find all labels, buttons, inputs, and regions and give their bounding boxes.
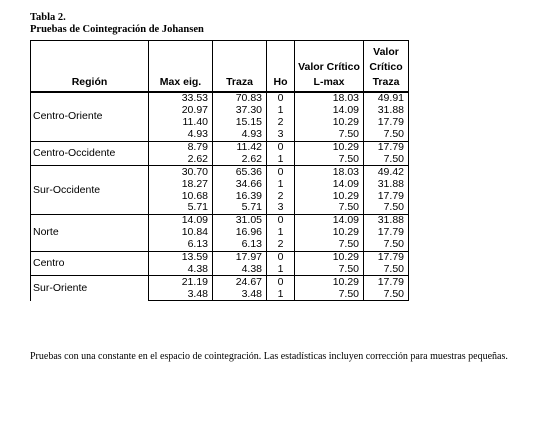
ho-cell: 0 [267, 214, 295, 226]
ho-cell: 0 [267, 166, 295, 178]
valor-critico-traza-cell: 17.79 [364, 227, 409, 239]
max-eig-cell: 33.53 [149, 92, 213, 105]
valor-critico-lmax-cell: 7.50 [295, 153, 364, 165]
valor-critico-lmax-cell: 18.03 [295, 166, 364, 178]
table-row [31, 166, 409, 178]
valor-critico-traza-cell: 7.50 [364, 239, 409, 251]
ho-cell: 1 [267, 153, 295, 165]
valor-critico-traza-cell: 7.50 [364, 202, 409, 214]
table-row [31, 141, 409, 153]
valor-critico-traza-cell: 17.79 [364, 190, 409, 202]
valor-critico-lmax-cell: 7.50 [295, 129, 364, 141]
ho-cell: 1 [267, 288, 295, 300]
ho-cell: 2 [267, 190, 295, 202]
traza-cell: 16.39 [213, 190, 267, 202]
traza-cell: 4.93 [213, 129, 267, 141]
ho-cell: 0 [267, 92, 295, 105]
ho-cell: 2 [267, 239, 295, 251]
max-eig-cell: 30.70 [149, 166, 213, 178]
ho-cell: 1 [267, 105, 295, 117]
header-valor-critico-lmax: Valor Crítico L-max [295, 41, 364, 93]
ho-cell: 1 [267, 263, 295, 275]
valor-critico-lmax-cell: 14.09 [295, 178, 364, 190]
valor-critico-traza-cell: 31.88 [364, 214, 409, 226]
ho-cell: 1 [267, 178, 295, 190]
valor-critico-lmax-cell: 10.29 [295, 227, 364, 239]
table-footnote: Pruebas con una constante en el espacio de cointegración. Las estadísticas incluyen corrección para muestras pequeñas. [30, 351, 508, 362]
valor-critico-lmax-cell: 14.09 [295, 105, 364, 117]
max-eig-cell: 18.27 [149, 178, 213, 190]
max-eig-cell: 11.40 [149, 117, 213, 129]
traza-cell: 2.62 [213, 153, 267, 165]
table-row [31, 92, 409, 105]
header-max-eig: Max eig. [149, 41, 213, 93]
traza-cell: 5.71 [213, 202, 267, 214]
valor-critico-lmax-cell: 10.29 [295, 276, 364, 288]
valor-critico-lmax-cell: 10.29 [295, 117, 364, 129]
max-eig-cell: 4.93 [149, 129, 213, 141]
header-valor-critico-traza: Valor Crítico Traza [364, 41, 409, 93]
region-cell: Norte [31, 214, 149, 251]
table-row [31, 251, 409, 263]
ho-cell: 2 [267, 117, 295, 129]
traza-cell: 15.15 [213, 117, 267, 129]
max-eig-cell: 14.09 [149, 214, 213, 226]
max-eig-cell: 13.59 [149, 251, 213, 263]
ho-cell: 0 [267, 141, 295, 153]
valor-critico-traza-cell: 17.79 [364, 251, 409, 263]
table-caption-subtitle: Pruebas de Cointegración de Johansen [30, 24, 204, 35]
traza-cell: 24.67 [213, 276, 267, 288]
traza-cell: 3.48 [213, 288, 267, 300]
traza-cell: 11.42 [213, 141, 267, 153]
valor-critico-traza-cell: 17.79 [364, 276, 409, 288]
region-cell: Sur-Occidente [31, 166, 149, 215]
traza-cell: 37.30 [213, 105, 267, 117]
region-cell: Sur-Oriente [31, 276, 149, 301]
traza-cell: 31.05 [213, 214, 267, 226]
valor-critico-lmax-cell: 7.50 [295, 239, 364, 251]
max-eig-cell: 3.48 [149, 288, 213, 300]
max-eig-cell: 20.97 [149, 105, 213, 117]
max-eig-cell: 10.68 [149, 190, 213, 202]
valor-critico-traza-cell: 7.50 [364, 153, 409, 165]
table-row [31, 214, 409, 226]
header-row [31, 41, 409, 93]
valor-critico-lmax-cell: 14.09 [295, 214, 364, 226]
valor-critico-traza-cell: 31.88 [364, 105, 409, 117]
traza-cell: 6.13 [213, 239, 267, 251]
valor-critico-traza-cell: 31.88 [364, 178, 409, 190]
ho-cell: 0 [267, 276, 295, 288]
header-traza: Traza [213, 41, 267, 93]
table-row [31, 276, 409, 288]
traza-cell: 65.36 [213, 166, 267, 178]
valor-critico-lmax-cell: 7.50 [295, 288, 364, 300]
valor-critico-lmax-cell: 10.29 [295, 251, 364, 263]
max-eig-cell: 21.19 [149, 276, 213, 288]
valor-critico-traza-cell: 17.79 [364, 117, 409, 129]
ho-cell: 3 [267, 202, 295, 214]
traza-cell: 17.97 [213, 251, 267, 263]
johansen-table [30, 40, 409, 301]
ho-cell: 3 [267, 129, 295, 141]
max-eig-cell: 8.79 [149, 141, 213, 153]
region-cell: Centro [31, 251, 149, 276]
max-eig-cell: 4.38 [149, 263, 213, 275]
traza-cell: 4.38 [213, 263, 267, 275]
region-cell: Centro-Occidente [31, 141, 149, 166]
valor-critico-lmax-cell: 18.03 [295, 92, 364, 105]
valor-critico-traza-cell: 49.91 [364, 92, 409, 105]
traza-cell: 34.66 [213, 178, 267, 190]
region-cell: Centro-Oriente [31, 92, 149, 141]
valor-critico-lmax-cell: 7.50 [295, 263, 364, 275]
valor-critico-traza-cell: 17.79 [364, 141, 409, 153]
valor-critico-lmax-cell: 10.29 [295, 190, 364, 202]
table-caption-title: Tabla 2. [30, 12, 66, 23]
max-eig-cell: 6.13 [149, 239, 213, 251]
valor-critico-traza-cell: 7.50 [364, 263, 409, 275]
max-eig-cell: 10.84 [149, 227, 213, 239]
ho-cell: 1 [267, 227, 295, 239]
valor-critico-lmax-cell: 7.50 [295, 202, 364, 214]
max-eig-cell: 5.71 [149, 202, 213, 214]
header-ho: Ho [267, 41, 295, 93]
traza-cell: 70.83 [213, 92, 267, 105]
max-eig-cell: 2.62 [149, 153, 213, 165]
valor-critico-traza-cell: 7.50 [364, 129, 409, 141]
valor-critico-traza-cell: 49.42 [364, 166, 409, 178]
ho-cell: 0 [267, 251, 295, 263]
valor-critico-lmax-cell: 10.29 [295, 141, 364, 153]
valor-critico-traza-cell: 7.50 [364, 288, 409, 300]
table-body [31, 92, 409, 301]
traza-cell: 16.96 [213, 227, 267, 239]
header-region: Región [31, 41, 149, 93]
